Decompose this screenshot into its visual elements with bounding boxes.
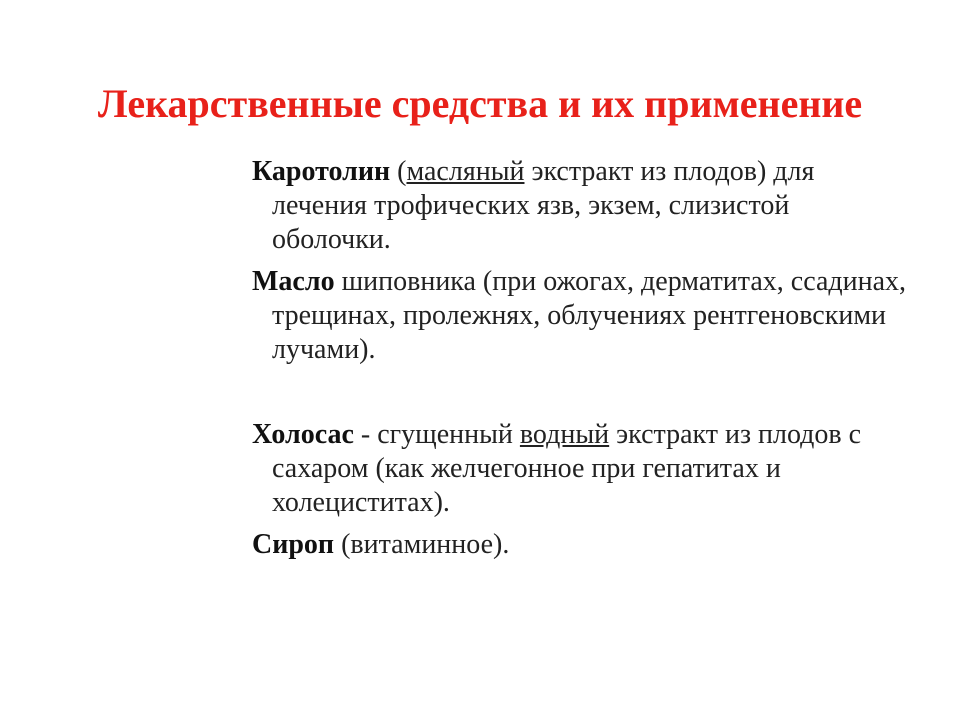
term-sirop: Сироп bbox=[252, 529, 335, 560]
paragraph-holosas bbox=[252, 418, 912, 520]
term-holosas: Холосас bbox=[252, 419, 354, 450]
text-holosas-underlined: водный bbox=[519, 419, 610, 450]
text-maslo-post: шиповника (при ожогах, дерматитах, ссадинах, трещинах, пролежнях, облучениях рентгеновскими лучами). bbox=[272, 266, 907, 365]
paragraph-maslo bbox=[252, 265, 912, 367]
text-karotolin-pre: ( bbox=[390, 156, 407, 187]
text-holosas-post: экстракт из плодов с сахаром (как желчегонное при гепатитах и холециститах). bbox=[272, 419, 862, 518]
text-sirop-post: (витаминное). bbox=[334, 529, 510, 560]
paragraph-karotolin bbox=[252, 155, 912, 257]
text-karotolin-post: экстракт из плодов) для лечения трофических язв, экзем, слизистой оболочки. bbox=[272, 156, 815, 255]
text-karotolin-underlined: масляный bbox=[406, 156, 525, 187]
paragraph-sirop bbox=[252, 528, 912, 562]
text-holosas-pre: - сгущенный bbox=[353, 419, 520, 450]
term-maslo: Масло bbox=[252, 266, 335, 297]
slide-title: Лекарственные средства и их применение bbox=[97, 81, 863, 126]
term-karotolin: Каротолин bbox=[252, 156, 391, 187]
